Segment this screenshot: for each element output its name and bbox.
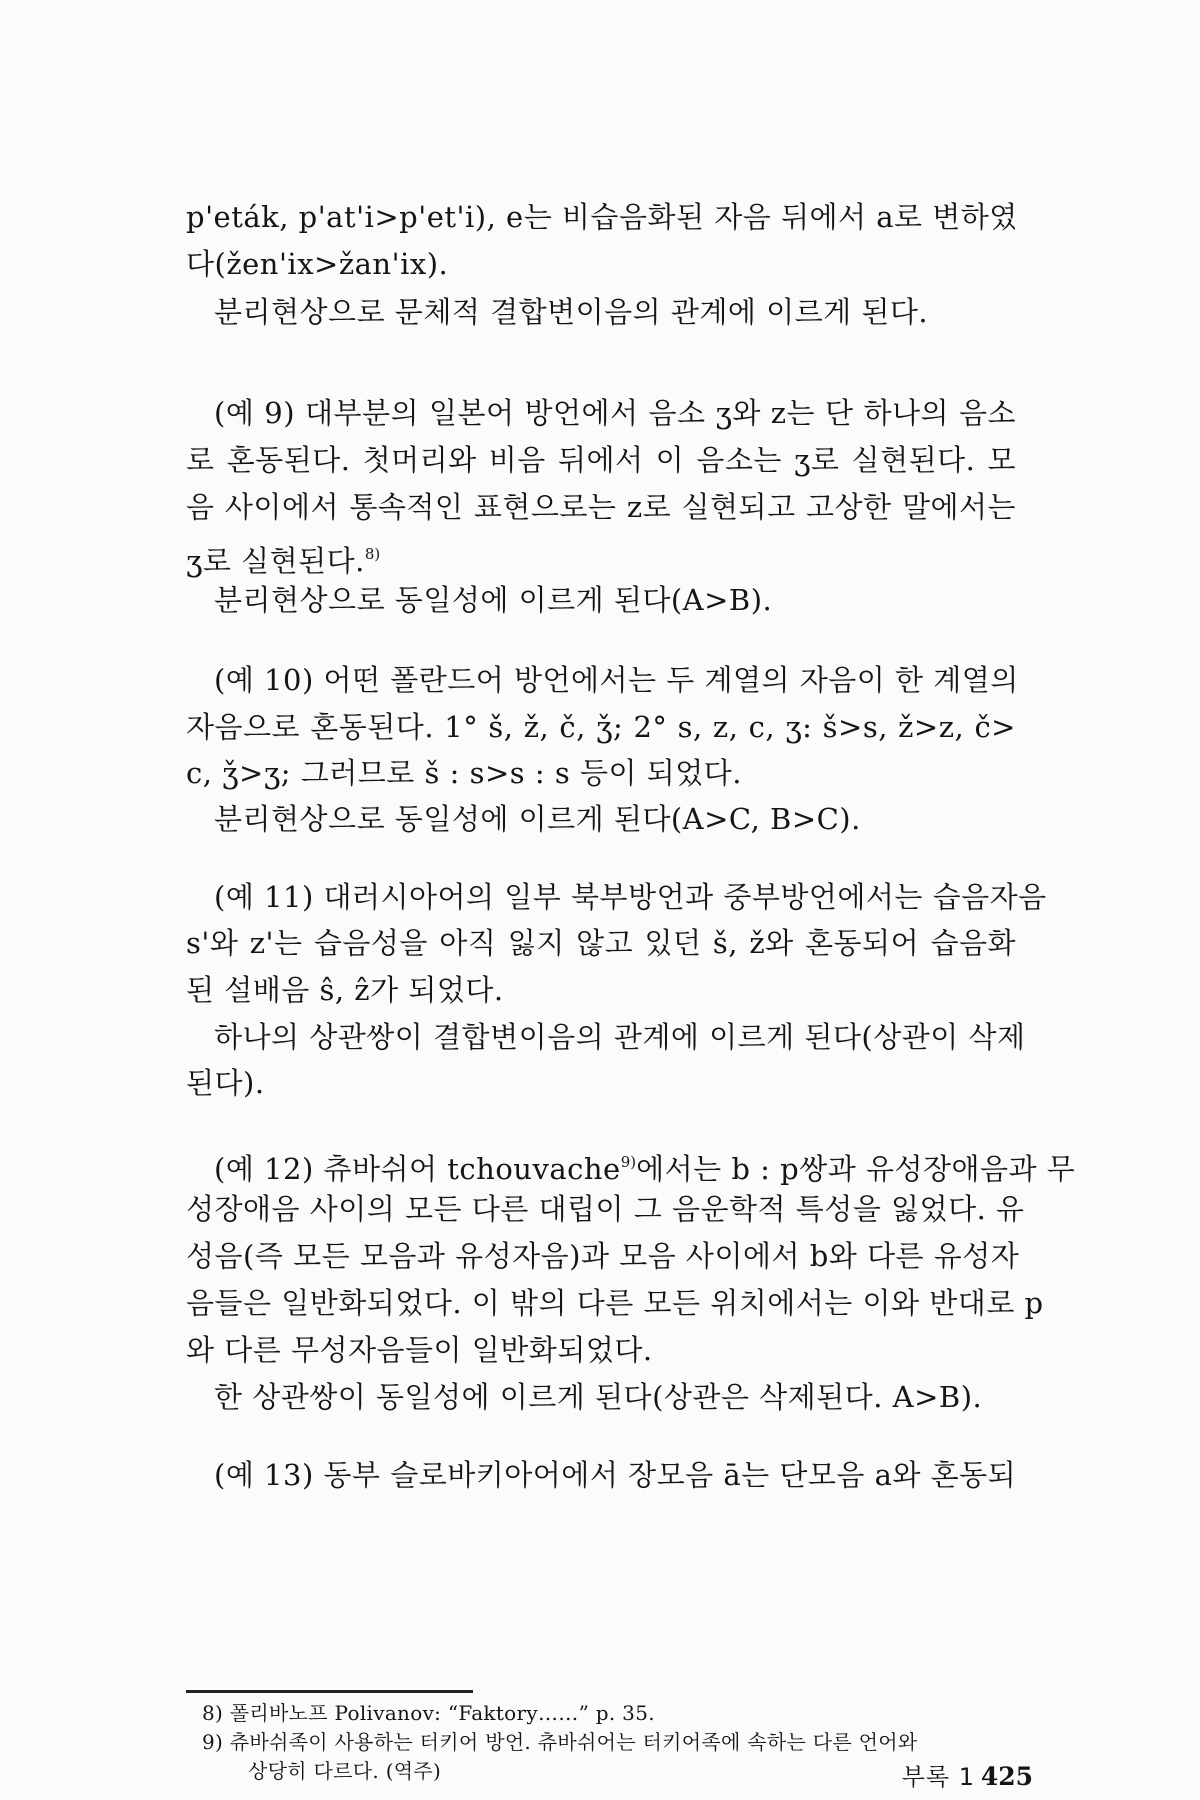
text-line: (예 9) 대부분의 일본어 방언에서 음소 ʒ와 z는 단 하나의 음소 (214, 396, 1016, 430)
text-line: 다(žen'ix>žan'ix). (186, 247, 449, 281)
text-segment: ʒ로 실현된다. (186, 544, 365, 578)
text-segment: (예 12) 츄바쉬어 tchouvache (214, 1152, 621, 1186)
footnote-ref-9: 9) (620, 1153, 637, 1171)
text-line: 분리현상으로 동일성에 이르게 된다(A>C, B>C). (214, 802, 861, 836)
footnote-9-continuation: 상당히 다르다. (역주) (248, 1759, 442, 1783)
footer-row (0, 1760, 1200, 1800)
text-line: c, ǯ>ʒ; 그러므로 š : s>s : s 등이 되었다. (186, 756, 742, 790)
running-head: 부록 1 (901, 1763, 975, 1791)
text-line: (예 10) 어떤 폴란드어 방언에서는 두 계열의 자음이 한 계열의 (214, 663, 1019, 697)
text-line: 한 상관쌍이 동일성에 이르게 된다(상관은 삭제된다. A>B). (214, 1380, 983, 1414)
text-line: 음 사이에서 통속적인 표현으로는 z로 실현되고 고상한 말에서는 (186, 490, 1016, 524)
text-line: 하나의 상관쌍이 결합변이음의 관계에 이르게 된다(상관이 삭제 (214, 1020, 1026, 1054)
text-line: (예 11) 대러시아어의 일부 북부방언과 중부방언에서는 습음자음 (214, 880, 1047, 914)
text-line: (예 13) 동부 슬로바키아어에서 장모음 ā는 단모음 a와 혼동되 (214, 1458, 1017, 1492)
text-segment: 에서는 b : p쌍과 유성장애음과 무 (636, 1152, 1076, 1186)
footnote-ref-8: 8) (364, 545, 381, 563)
text-line: 성장애음 사이의 모든 다른 대립이 그 음운학적 특성을 잃었다. 유 (186, 1192, 1025, 1226)
footnote-9: 9) 츄바쉬족이 사용하는 터키어 방언. 츄바쉬어는 터키어족에 속하는 다른 언어와 (202, 1730, 918, 1754)
text-line: p'eták, p'at'i>p'et'i), e는 비습음화된 자음 뒤에서 a로 변하였 (186, 200, 1018, 234)
page-number: 425 (980, 1762, 1033, 1791)
footnote-divider (186, 1690, 473, 1693)
text-line: 성음(즉 모든 모음과 유성자음)과 모음 사이에서 b와 다른 유성자 (186, 1239, 1020, 1273)
footnote-8: 8) 폴리바노프 Polivanov: “Faktory……” p. 35. (202, 1701, 655, 1725)
text-line-with-footnote-ref (214, 1142, 1076, 1189)
text-line: 자음으로 혼동된다. 1° š, ž, č, ǯ; 2° s, z, c, ʒ: š>s, ž>z, č> (186, 710, 1016, 744)
text-line: 와 다른 무성자음들이 일반화되었다. (186, 1333, 653, 1367)
text-line: 음들은 일반화되었다. 이 밖의 다른 모든 위치에서는 이와 반대로 p (186, 1286, 1044, 1320)
text-line: 로 혼동된다. 첫머리와 비음 뒤에서 이 음소는 ʒ로 실현된다. 모 (186, 443, 1016, 477)
text-line: 분리현상으로 동일성에 이르게 된다(A>B). (214, 583, 773, 617)
text-line: s'와 z'는 습음성을 아직 잃지 않고 있던 š, ž와 혼동되어 습음화 (186, 926, 1016, 960)
text-line-with-footnote-ref (186, 534, 1016, 581)
text-line: 된 설배음 ŝ, ẑ가 되었다. (186, 973, 504, 1007)
text-line: 된다). (186, 1066, 265, 1100)
text-line: 분리현상으로 문체적 결합변이음의 관계에 이르게 된다. (214, 295, 929, 329)
